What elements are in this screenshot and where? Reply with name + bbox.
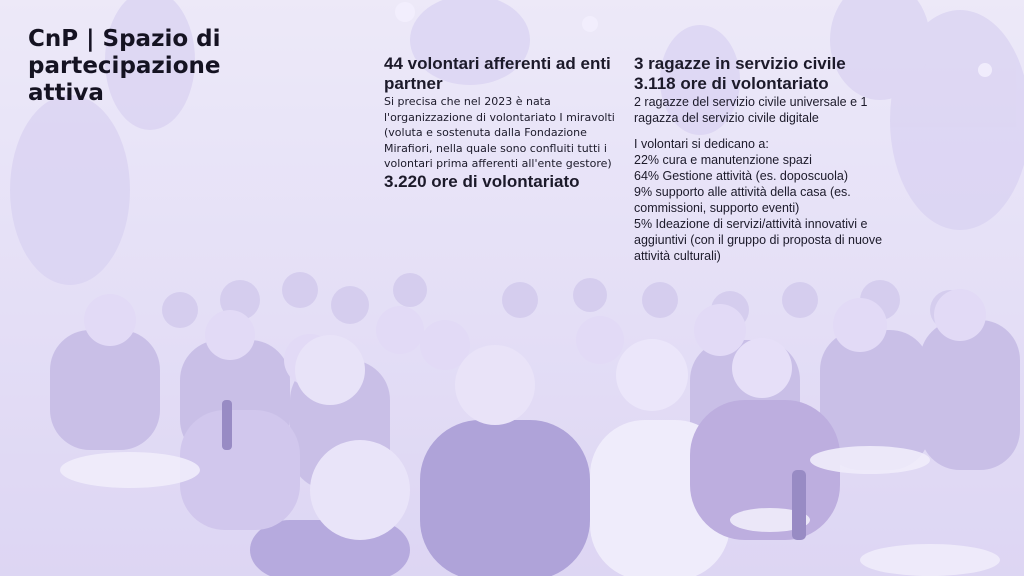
activity-item: 22% cura e manutenzione spazi (634, 153, 812, 167)
activity-item: 5% Ideazione di servizi/attività innovativi e aggiuntivi (con il gruppo di proposta di nuove attività culturali) (634, 217, 883, 263)
partner-volunteers-heading: 44 volontari afferenti ad enti partner (384, 54, 611, 93)
partner-volunteers-block (384, 54, 620, 192)
slide-title: CnP | Spazio di partecipazione attiva (28, 26, 221, 106)
activities-intro: I volontari si dedicano a: (634, 137, 769, 151)
activity-item: 64% Gestione attività (es. doposcuola) (634, 169, 849, 183)
civil-service-hours: 3.118 ore di volontariato (634, 74, 829, 93)
partner-volunteer-hours: 3.220 ore di volontariato (384, 171, 580, 191)
civil-service-heading: 3 ragazze in servizio civile (634, 54, 846, 73)
organization-note: Si precisa che nel 2023 è nata l'organizzazione di volontariato I miravolti (voluta e sostenuta dalla Fondazione Mirafiori, nella quale sono confluiti tutti i volontari prima afferenti all'ente gestore) (384, 95, 615, 171)
activity-item: 9% supporto alle attività della casa (es. commissioni, supporto eventi) (634, 185, 851, 215)
civil-service-block (634, 54, 884, 264)
civil-service-detail: 2 ragazze del servizio civile universale e 1 ragazza del servizio civile digitale (634, 95, 868, 125)
